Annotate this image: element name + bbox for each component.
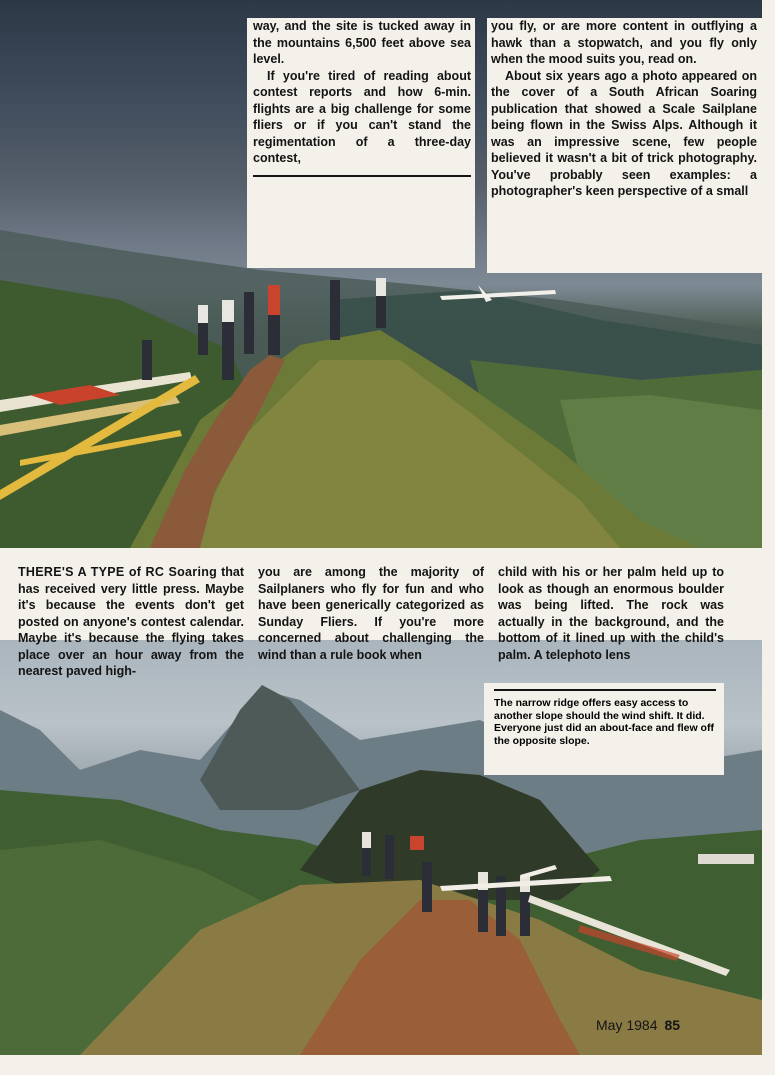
caption-rule-top [253,175,471,177]
caption-rule-bottom [494,689,716,691]
top-col1-paragraph-1: way, and the site is tucked away in the mountains 6,500 feet above sea level. [253,19,471,66]
opening-run-in: THERE'S A TYPE of RC Soaring [18,565,218,579]
middle-col2-text: you are among the majority of Sailplaners who fly for fun and who have been generically categorized as Sunday Fliers. If you're more concerned about challenging the wind than a rule book when [258,565,484,662]
middle-text-column-3 [498,564,724,663]
bottom-photo-caption: The narrow ridge offers easy access to another slope should the wind shift. It did. Everyone just did an about-face and flew off the opposite slope. [494,697,714,747]
middle-text-column-2 [258,564,484,663]
page-bottom-margin [0,1055,775,1075]
page-number: 85 [664,1017,681,1033]
page-folio [596,1017,680,1039]
top-col2-paragraph-1: you fly, or are more content in outflying a hawk than a stopwatch, and you fly only when the mood suits you, read on. [491,19,757,66]
top-col1-paragraph-2: If you're tired of reading about contest reports and how 6-min. flights are a big challenge for some fliers or if you can't stand the regimentation of a three-day contest, [253,68,471,165]
page-right-margin [762,0,775,1075]
middle-col3-text: child with his or her palm held up to look as though an enormous boulder was being lifted. The rock was actually in the background, and the bottom of it lined up with the child's palm. A telephoto lens [498,565,724,662]
issue-date: May 1984 [596,1017,658,1033]
top-text-column-right [487,18,763,273]
top-col2-paragraph-2: About six years ago a photo appeared on the cover of a South African Soaring publication that showed a Scale Sailplane being flown in the Swiss Alps. Although it was an impressive scene, few people believed it wasn't a bit of trick photography. You've probably seen examples: a photographer's keen perspective of a small [491,68,757,198]
top-text-column-left [247,18,475,268]
middle-col1-text: that has received very little press. Maybe it's because the events don't get posted on anyone's contest calendar. Maybe it's because the flying takes place over an hour away from the nearest paved high- [18,565,244,678]
middle-text-column-1 [18,564,244,680]
bottom-caption-box [484,683,724,775]
